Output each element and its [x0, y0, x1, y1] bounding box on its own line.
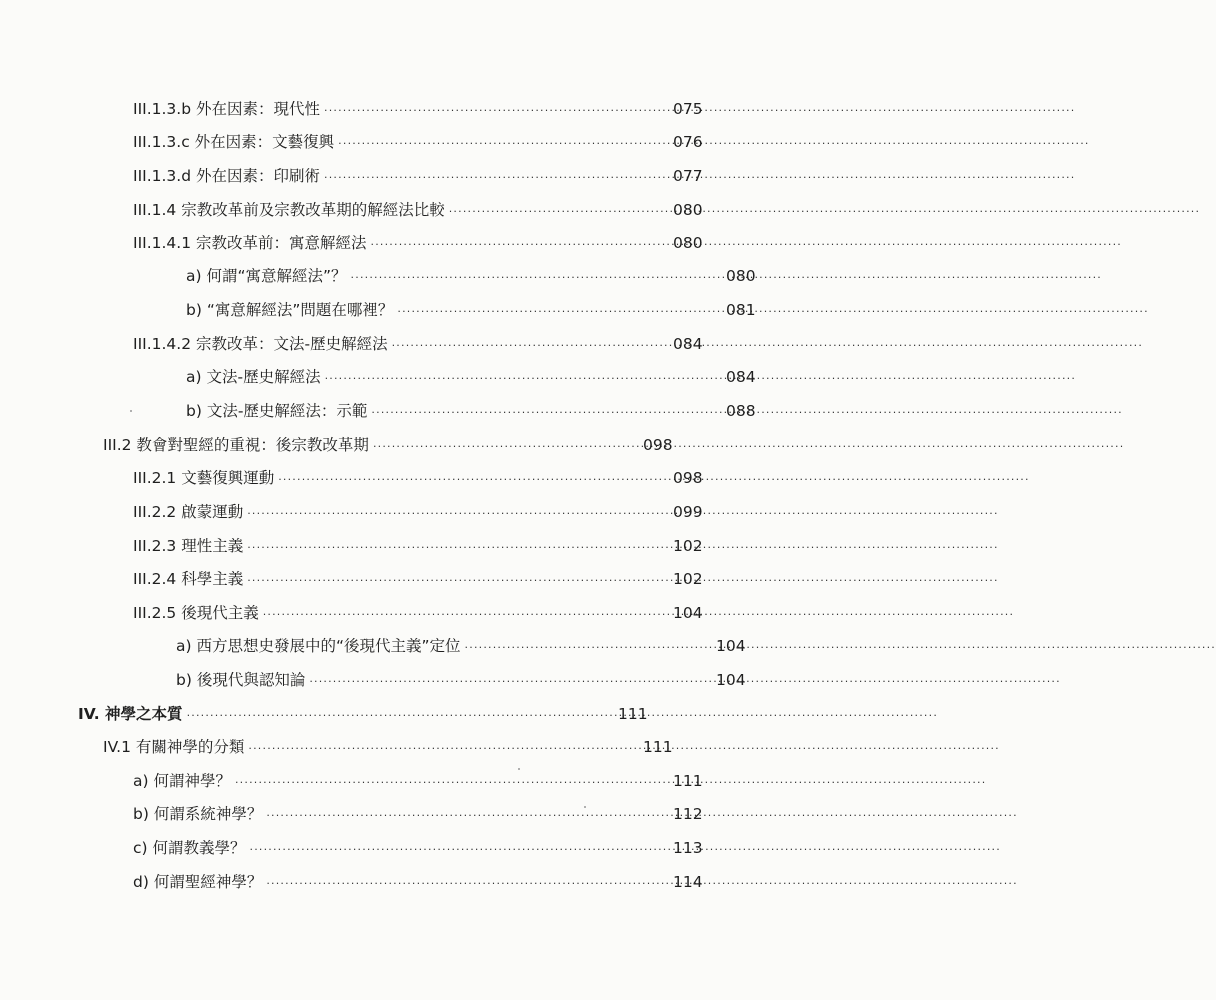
toc-entry-title: III.1.4.1 宗教改革前：寓意解經法 [133, 234, 367, 252]
toc-entry-title: III.1.4.2 宗教改革：文法-歷史解經法 [133, 335, 388, 353]
toc-entry-title: III.2.5 後現代主義 [133, 604, 259, 622]
toc-entry [186, 262, 756, 286]
dot-leader [309, 671, 528, 687]
toc-entry-page: 104 [716, 637, 746, 655]
dot-leader [371, 234, 528, 250]
dot-leader [392, 335, 528, 351]
dot-leader [263, 604, 528, 620]
toc-entry-page: 081 [726, 301, 756, 319]
scan-speck [518, 768, 520, 770]
dot-leader [351, 267, 528, 283]
toc-entry-page: 098 [673, 469, 703, 487]
toc-entry-page: 104 [716, 671, 746, 689]
toc-entry-title: III.2.3 理性主義 [133, 537, 244, 555]
dot-leader [465, 637, 528, 653]
toc-entry-page: 080 [726, 267, 756, 285]
toc-entry-title: III.2 教會對聖經的重視：後宗教改革期 [103, 436, 369, 454]
toc-entry [133, 128, 703, 152]
toc-entry-title: III.1.3.b 外在因素：現代性 [133, 100, 320, 118]
toc-entry-title: III.2.4 科學主義 [133, 570, 244, 588]
toc-entry-title: III.1.4 宗教改革前及宗教改革期的解經法比較 [133, 201, 445, 219]
dot-leader [449, 201, 528, 217]
toc-entry [133, 162, 703, 186]
toc-entry [103, 431, 673, 455]
dot-leader [324, 100, 528, 116]
dot-leader [266, 873, 528, 889]
toc-entry-page: 084 [726, 368, 756, 386]
dot-leader [266, 805, 528, 821]
dot-leader [250, 839, 529, 855]
toc-entry-title: III.2.1 文藝復興運動 [133, 469, 275, 487]
toc-entry-page: 077 [673, 167, 703, 185]
toc-entry-page: 102 [673, 537, 703, 555]
toc-entry-title: a) 何謂“寓意解經法”？ [186, 267, 347, 285]
toc-entry-title: b) 何謂系統神學？ [133, 805, 263, 823]
dot-leader [371, 402, 528, 418]
toc-entry-page: 102 [673, 570, 703, 588]
toc-entry-title: a) 文法-歷史解經法 [186, 368, 321, 386]
dot-leader [247, 503, 528, 519]
toc-entry-page: 113 [673, 839, 703, 857]
toc-entry [133, 498, 703, 522]
toc-entry-page: 114 [673, 873, 703, 891]
toc-entry-chapter [78, 700, 648, 724]
dot-leader [338, 133, 528, 149]
toc-entry [176, 666, 746, 690]
toc-entry-title: III.2.2 啟蒙運動 [133, 503, 244, 521]
toc-entry-title: b) 文法-歷史解經法：示範 [186, 402, 368, 420]
toc-entry-page: 080 [673, 201, 703, 219]
toc-entry-page: 111 [618, 705, 648, 723]
toc-entry [133, 532, 703, 556]
dot-leader [324, 167, 528, 183]
toc-entry [133, 196, 703, 220]
toc-entry-page: 104 [673, 604, 703, 622]
toc-entry-title: III.1.3.d 外在因素：印刷術 [133, 167, 320, 185]
toc-entry [186, 363, 756, 387]
toc-entry-title: d) 何謂聖經神學？ [133, 873, 263, 891]
toc-entry-title: c) 何謂教義學？ [133, 839, 246, 857]
toc-entry [133, 868, 703, 892]
dot-leader [247, 570, 528, 586]
toc-entry [133, 599, 703, 623]
toc-entry-page: 075 [673, 100, 703, 118]
toc-entry-page: 111 [673, 772, 703, 790]
toc-entry-title: a) 何謂神學？ [133, 772, 231, 790]
scan-speck [130, 410, 132, 412]
toc-entry [133, 800, 703, 824]
dot-leader [248, 738, 528, 754]
toc-entry-page: 098 [643, 436, 673, 454]
toc-entry-page: 076 [673, 133, 703, 151]
toc-entry-page: 112 [673, 805, 703, 823]
scan-speck [584, 806, 586, 808]
toc-entry [176, 632, 746, 656]
toc-entry [133, 229, 703, 253]
toc-entry-title: a) 西方思想史發展中的“後現代主義”定位 [176, 637, 461, 655]
dot-leader [397, 301, 528, 317]
toc-entry-title: IV.1 有關神學的分類 [103, 738, 245, 756]
toc-entry-title: b) 後現代與認知論 [176, 671, 306, 689]
toc-entry [133, 767, 703, 791]
toc-entry [133, 565, 703, 589]
toc-entry [133, 464, 703, 488]
dot-leader [187, 705, 528, 721]
dot-leader [235, 772, 528, 788]
dot-leader [247, 537, 528, 553]
toc-entry-title: IV. 神學之本質 [78, 705, 183, 723]
toc-entry-title: III.1.3.c 外在因素：文藝復興 [133, 133, 335, 151]
toc-entry [133, 95, 703, 119]
toc-entry-page: 080 [673, 234, 703, 252]
toc-entry [186, 296, 756, 320]
dot-leader [325, 368, 528, 384]
dot-leader [373, 436, 528, 452]
toc-entry-page: 088 [726, 402, 756, 420]
toc-entry [133, 834, 703, 858]
toc-entry-title: b) “寓意解經法”問題在哪裡？ [186, 301, 394, 319]
toc-entry-page: 084 [673, 335, 703, 353]
toc-entry [133, 330, 703, 354]
toc-entry [186, 397, 756, 421]
toc-entry-page: 099 [673, 503, 703, 521]
toc-entry-page: 111 [643, 738, 673, 756]
toc-entry [103, 733, 673, 757]
dot-leader [278, 469, 528, 485]
